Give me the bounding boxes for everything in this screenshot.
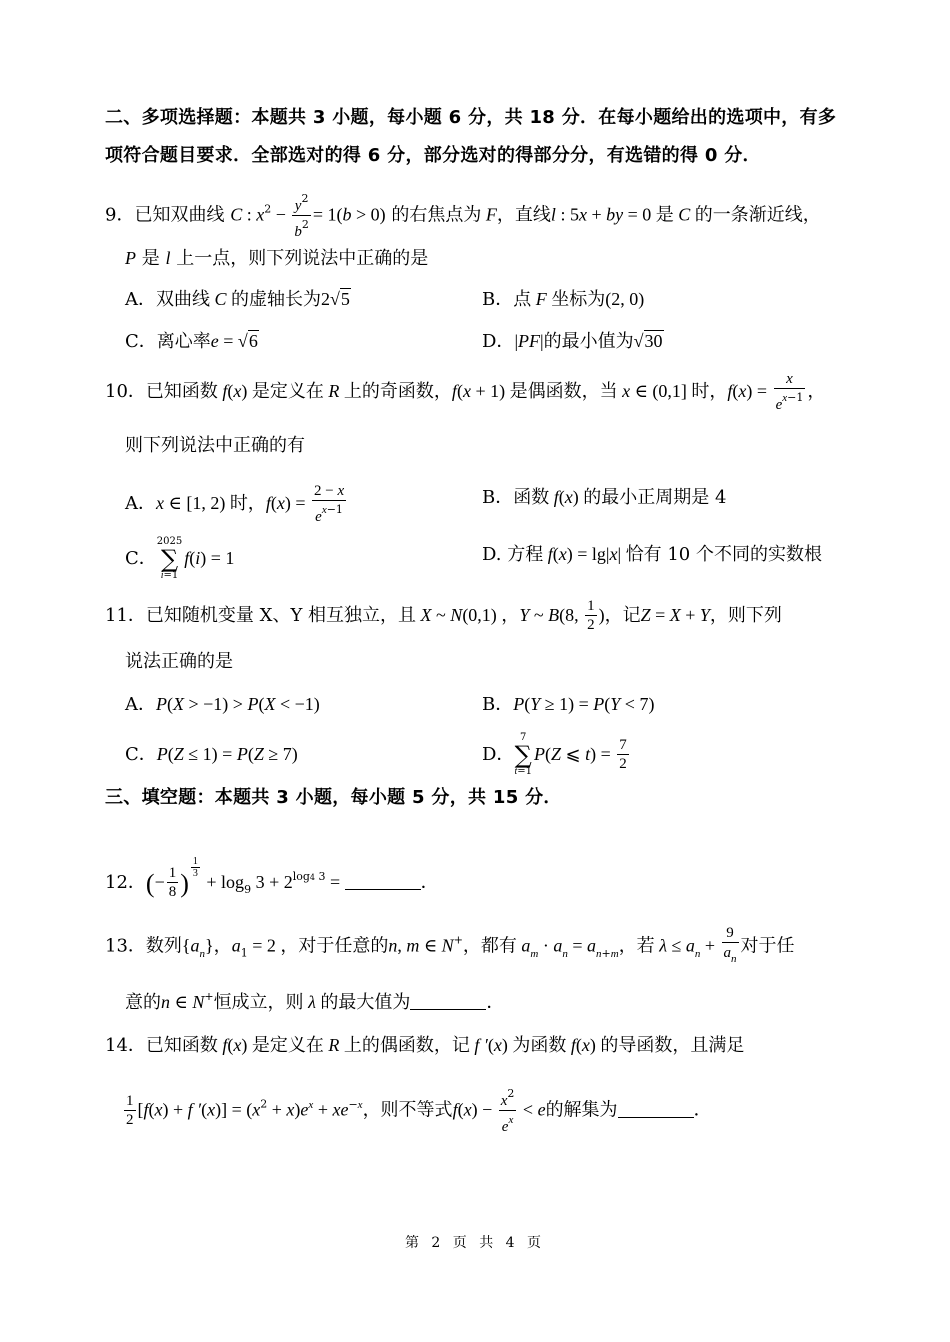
question-14-stem-line-2: $\frac{1}{2}$ [f(x) + f $'(x)] = (x^2 + x)e^x + xe^{-x}$，则不等式f(x) − $\frac{x^2}{e^x}$ < e的解集为 ． xyxy=(126,1087,712,1135)
question-13-answer-blank[interactable] xyxy=(410,993,486,1010)
question-13-stem-line-2: 意的n ∈ N+恒成立，则 λ 的最大值为 ． xyxy=(125,990,505,1013)
question-12-number: 12． xyxy=(105,872,146,893)
question-9-stem: 9．已知双曲线 C : $x^2$ − $\frac{y^2}{b^2}$ = 1(b > 0) 的右焦点为 F，直线l : 5x + by = 0 是 C 的一条渐近线， xyxy=(105,192,821,240)
question-11-number: 11． xyxy=(105,605,146,626)
question-14-number: 14． xyxy=(105,1035,146,1056)
question-10-option-a: A．x ∈ [1, 2) 时，f(x) = $\frac{2 - x}{e^{x-1}}$ xyxy=(125,483,345,525)
question-9-option-c: C．离心率e = √6 xyxy=(125,331,258,352)
question-9-stem-line-2: P 是 l 上一点，则下列说法中正确的是 xyxy=(125,248,429,269)
question-11-option-d: D． 7 ∑ t=1 P(Z ⩽ t) = $\frac{7}{2}$ xyxy=(482,732,627,777)
section-3-heading: 三、填空题：本题共 3 小题，每小题 5 分，共 15 分． xyxy=(105,787,562,808)
question-10-option-c: C． 2025 ∑ i=1 f(i) = 1 xyxy=(125,536,235,581)
question-11-option-a: A．P(X > −1) > P(X < −1) xyxy=(125,694,320,715)
question-11-option-b: B．P(Y ≥ 1) = P(Y < 7) xyxy=(482,694,655,715)
question-11-stem-line-2: 说法正确的是 xyxy=(125,651,233,672)
page-footer: 第 2 页 共 4 页 xyxy=(404,1235,546,1251)
question-10-number: 10． xyxy=(105,381,146,402)
question-10-option-d: D. 方程 f(x) = lg|x| 恰有 10 个不同的实数根 xyxy=(482,544,822,565)
section-2-heading-line-1: 二、多项选择题：本题共 3 小题，每小题 6 分，共 18 分．在每小题给出的选项中，有多 xyxy=(105,107,837,128)
question-12-answer-blank[interactable] xyxy=(345,873,421,890)
section-2-heading-line-2: 项符合题目要求．全部选对的得 6 分，部分选对的得部分分，有选错的得 0 分． xyxy=(105,145,761,166)
question-9-option-b: B．点 F 坐标为(2, 0) xyxy=(482,289,645,310)
question-9-number: 9． xyxy=(105,204,135,226)
question-12-stem: 12．(− $\frac{1}{8}$ ) $^{\frac{1}{3}}$ + $\log_9 3 + 2^{log4 3}$ = ． xyxy=(105,855,439,900)
question-11-option-c: C．P(Z ≤ 1) = P(Z ≥ 7) xyxy=(125,744,298,765)
question-9-option-d: D．|PF|的最小值为√30 xyxy=(482,331,663,352)
question-13-stem: 13．数列$\{a_n\}$，$a_1 = 2$ ，对于任意的n, m ∈ N+，都有 $a_m \cdot a_n = a_{n+m}$，若 $\lambda \le a_n$ + $\frac{9}{a_n}$ 对于任 xyxy=(105,925,795,965)
question-10-option-b: B．函数 f(x) 的最小正周期是 4 xyxy=(482,487,727,508)
question-13-number: 13． xyxy=(105,935,146,957)
question-11-stem: 11．已知随机变量 X、Y 相互独立，且 X ~ N(0,1) ，Y ~ B(8, $\frac{1}{2}$ )，记Z = X + Y，则下列 xyxy=(105,598,782,633)
question-10-stem: 10．已知函数 f(x) 是定义在 R 上的奇函数，f(x + 1) 是偶函数，当 x ∈ (0,1] 时，f(x) = $\frac{x}{e^{x-1}}$ ， xyxy=(105,371,826,413)
question-10-stem-line-2: 则下列说法中正确的有 xyxy=(125,435,305,456)
question-14-answer-blank[interactable] xyxy=(618,1101,694,1118)
question-14-stem: 14．已知函数 f(x) 是定义在 R 上的偶函数，记 f ′(x) 为函数 f(x) 的导函数，且满足 xyxy=(105,1035,745,1056)
question-9-option-a: A．双曲线 C 的虚轴长为2√5 xyxy=(125,289,350,310)
